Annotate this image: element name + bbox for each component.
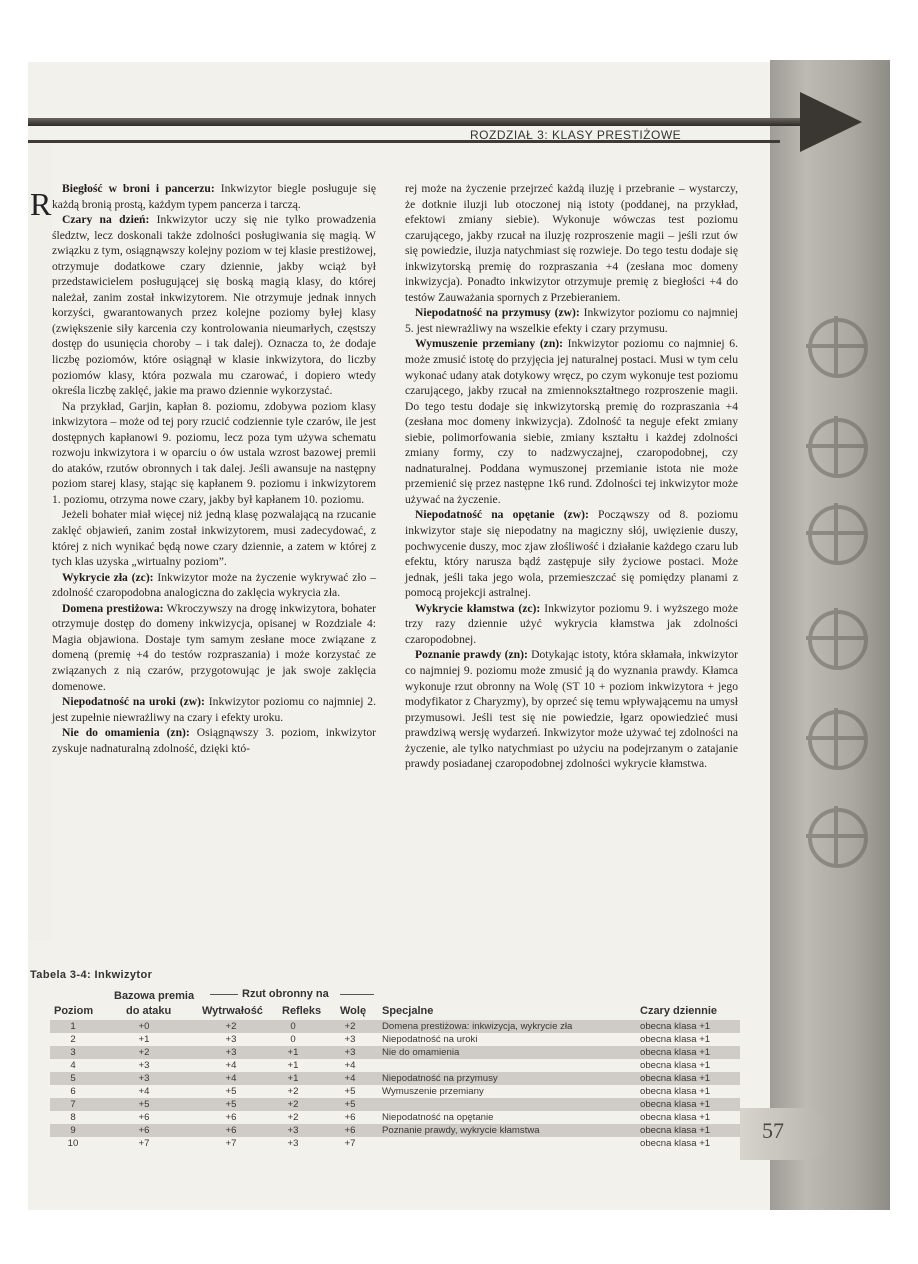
paragraph bbox=[52, 570, 376, 601]
paragraph-title: Niepodatność na uroki (zw): bbox=[62, 695, 205, 709]
cell-bab: +4 bbox=[138, 1086, 150, 1097]
cell-spells: obecna klasa +1 bbox=[640, 1034, 711, 1045]
cell-level: 10 bbox=[67, 1138, 79, 1149]
table-row bbox=[50, 1124, 740, 1137]
table-body bbox=[50, 1020, 740, 1150]
cell-bab: +2 bbox=[138, 1047, 150, 1058]
cell-fort: +3 bbox=[225, 1034, 237, 1045]
left-text-column bbox=[52, 181, 376, 756]
cell-spells: obecna klasa +1 bbox=[640, 1073, 711, 1084]
cell-will: +6 bbox=[344, 1112, 356, 1123]
cell-fort: +5 bbox=[225, 1099, 237, 1110]
cell-ref: +3 bbox=[287, 1125, 299, 1136]
table-row bbox=[50, 1137, 740, 1150]
cell-ref: +2 bbox=[287, 1086, 299, 1097]
header-arrow-bar bbox=[28, 118, 828, 126]
cell-fort: +6 bbox=[225, 1112, 237, 1123]
cell-ref: 0 bbox=[290, 1021, 296, 1032]
cell-spells: obecna klasa +1 bbox=[640, 1086, 711, 1097]
cell-spells: obecna klasa +1 bbox=[640, 1099, 711, 1110]
paragraph bbox=[52, 694, 376, 725]
paragraph bbox=[52, 399, 376, 508]
cell-bab: +7 bbox=[138, 1138, 150, 1149]
cell-level: 2 bbox=[70, 1034, 76, 1045]
cell-spells: obecna klasa +1 bbox=[640, 1138, 711, 1149]
paragraph-title: Niepodatność na opętanie (zw): bbox=[415, 508, 589, 522]
header-bab-top: Bazowa premia bbox=[114, 990, 195, 1002]
cell-will: +3 bbox=[344, 1034, 356, 1045]
cell-ref: +3 bbox=[287, 1138, 299, 1149]
cell-spells: obecna klasa +1 bbox=[640, 1047, 711, 1058]
paragraph-text: Począwszy od 8. poziomu inkwizytor staje się niepodatny na magiczny słój, uwięzienie duszy, pochwycenie duszy, moc zjaw złośliwość i działanie każdego czaru lub efektu, który narusza bądź zastępuje siły życiowe postaci. Może jednak, jeśli taka jego wola, przemieszczać się pomiędzy planami z pomocą projekcji astralnej. bbox=[405, 508, 738, 600]
paragraph-text: Inkwizytor poziomu co najmniej 2. jest zupełnie niewrażliwy na czary i efekty uroku. bbox=[52, 695, 376, 724]
cell-special: Domena prestiżowa: inkwizycja, wykrycie zła bbox=[382, 1021, 573, 1032]
cell-ref: +1 bbox=[287, 1047, 299, 1058]
paragraph bbox=[405, 305, 738, 336]
paragraph-title: Biegłość w broni i pancerzu: bbox=[62, 182, 215, 195]
cell-level: 4 bbox=[70, 1060, 76, 1071]
paragraph bbox=[405, 507, 738, 600]
paragraph-text: Jeżeli bohater miał więcej niż jedną klasę pozwalającą na rzucanie zaklęć objawień, zanim został inkwizytorem, musi zadecydować, z której z nich wynikać będą nowe czary dziennie, a zatem w której z tych klas uzyska „wirtualny poziom”. bbox=[52, 508, 376, 569]
paragraph bbox=[52, 507, 376, 569]
header-ref: Refleks bbox=[282, 1005, 322, 1017]
table-row bbox=[50, 1046, 740, 1059]
cell-fort: +4 bbox=[225, 1060, 237, 1071]
table-row bbox=[50, 1098, 740, 1111]
saves-rule-left bbox=[210, 994, 238, 995]
cell-ref: +1 bbox=[287, 1060, 299, 1071]
saves-rule-right bbox=[340, 994, 374, 995]
cell-ref: +2 bbox=[287, 1099, 299, 1110]
table-header bbox=[50, 988, 740, 1020]
cell-fort: +2 bbox=[225, 1021, 237, 1032]
cell-level: 7 bbox=[70, 1099, 76, 1110]
cell-fort: +6 bbox=[225, 1125, 237, 1136]
paragraph bbox=[405, 601, 738, 648]
chapter-header: ROZDZIAŁ 3: KLASY PRESTIŻOWE bbox=[470, 128, 682, 142]
cell-will: +7 bbox=[344, 1138, 356, 1149]
cell-will: +5 bbox=[344, 1099, 356, 1110]
ornament-icon bbox=[808, 418, 868, 478]
cell-special: Niepodatność na uroki bbox=[382, 1034, 478, 1045]
ornament-icon bbox=[808, 710, 868, 770]
cell-ref: +2 bbox=[287, 1112, 299, 1123]
header-special: Specjalne bbox=[382, 1005, 434, 1017]
paragraph-text: rej może na życzenie przejrzeć każdą iluzję i przebranie – wystarczy, że dotknie iluzji lub otoczonej nią istoty (poddanej, na przykład, efektowi zmiany siebie). Wykonuje wówczas test poziomu czarującego, jakby rzucał na iluzję rozproszenie magii – jeśli rzut ów się powiedzie, iluzja natychmiast się rozwieje. Do tego testu dodaje się inkwizytorską premię do rozpraszania +4 (zesłana moc domeny inkwizycja). Ponadto inkwizytor otrzymuje premię z biegłości +4 do testów Zauważania spornych z Przebieraniem. bbox=[405, 182, 738, 304]
paragraph-text: Inkwizytor może na życzenie wykrywać zło – zdolność czaropodobna analogiczna do zaklęcia wykrycia zła. bbox=[52, 570, 376, 600]
table-row bbox=[50, 1020, 740, 1033]
paragraph-text: Wkroczywszy na drogę inkwizytora, bohater otrzymuje dostęp do domeny inkwizycja, opisanej w Rozdziale 4: Magia objawiona. Dostaje tym samym zesłane moce związane z domeną (premię +4 do testów rozpraszania) i może korzystać ze związanych z nią czarów, przygotowując je jak swoje zaklęcia domenowe. bbox=[52, 601, 376, 693]
cell-spells: obecna klasa +1 bbox=[640, 1060, 711, 1071]
paragraph-title: Wymuszenie przemiany (zn): bbox=[415, 337, 563, 351]
paragraph bbox=[52, 601, 376, 694]
cell-ref: +1 bbox=[287, 1073, 299, 1084]
table-title: Tabela 3-4: Inkwizytor bbox=[30, 969, 153, 981]
cell-level: 9 bbox=[70, 1125, 76, 1136]
paragraph-text: Dotykając istoty, która skłamała, inkwizytor co najmniej 9. poziomu może zmusić ją do wyznania prawdy. Kłamca wykonuje rzut obronny na Wolę (ST 10 + poziom inkwizytora + jego modyfikator z Charyzmy), by oprzeć się temu wpływającemu na umysł przymusowi. Jeśli test się nie powiedzie, łgarz opowiedzieć musi prawdziwą wersję wydarzeń. Inkwizytor może używać tej zdolności na życzenie, ale tylko natychmiast po użyciu na podejrzanym o zatajanie prawdy posiadanej czaropodobnej zdolności wykrycie kłamstwa. bbox=[405, 648, 738, 771]
paragraph-title: Nie do omamienia (zn): bbox=[62, 726, 190, 740]
cell-will: +3 bbox=[344, 1047, 356, 1058]
cell-fort: +3 bbox=[225, 1047, 237, 1058]
paragraph-title: Wykrycie kłamstwa (zc): bbox=[415, 601, 541, 615]
paragraph bbox=[405, 647, 738, 771]
cell-fort: +7 bbox=[225, 1138, 237, 1149]
paragraph-title: Domena prestiżowa: bbox=[62, 601, 164, 615]
ornament-icon bbox=[808, 808, 868, 868]
facing-page-edge bbox=[28, 140, 52, 940]
cell-will: +6 bbox=[344, 1125, 356, 1136]
paragraph bbox=[405, 181, 738, 305]
header-fort: Wytrwałość bbox=[202, 1005, 263, 1017]
drop-cap: R bbox=[30, 186, 52, 222]
paragraph-text: Inkwizytor poziomu 9. i wyższego może trzy razy dziennie użyć wykrycia kłamstwa jak zdolności czaropodobnej. bbox=[405, 601, 739, 646]
paragraph bbox=[52, 181, 376, 212]
paragraph bbox=[52, 212, 376, 399]
cell-will: +5 bbox=[344, 1086, 356, 1097]
cell-special: Niepodatność na przymusy bbox=[382, 1073, 498, 1084]
cell-bab: +1 bbox=[138, 1034, 150, 1045]
cell-ref: 0 bbox=[290, 1034, 296, 1045]
cell-bab: +5 bbox=[138, 1099, 150, 1110]
header-bab-bottom: do ataku bbox=[126, 1005, 172, 1017]
paragraph bbox=[405, 336, 738, 507]
arrow-icon bbox=[800, 92, 862, 152]
table-row bbox=[50, 1059, 740, 1072]
table-row bbox=[50, 1072, 740, 1085]
cell-will: +4 bbox=[344, 1060, 356, 1071]
cell-will: +2 bbox=[344, 1021, 356, 1032]
cell-special: Nie do omamienia bbox=[382, 1047, 460, 1058]
header-spells: Czary dziennie bbox=[640, 1005, 718, 1017]
paragraph-text: Inkwizytor poziomu co najmniej 5. jest niewrażliwy na wszelkie efekty i czary przymusu. bbox=[405, 306, 738, 335]
cell-bab: +3 bbox=[138, 1060, 150, 1071]
cell-bab: +6 bbox=[138, 1125, 150, 1136]
header-will: Wolę bbox=[340, 1005, 367, 1017]
paragraph-text: Inkwizytor uczy się nie tylko prowadzenia śledztw, lecz doskonali także zdolności posługiwania się magią. W związku z tym, osiągnąwszy kolejny poziom w tej klasie prestiżowej, otrzymuje dodatkowe czary dziennie, jakby wciąż był przedstawicielem posługującej się boską magią klasy, do której należał, zanim został inkwizytorem. Nie otrzymuje jednak innych korzyści, gwarantowanych przez kolejne poziomy byłej klasy (zwiększenie siły karcenia czy kontrolowania nieumarłych, częstszy dostęp do usunięcia choroby – i tak dalej). Oznacza to, że dodaje liczbę poziomów, które osiągnął w klasie inkwizytora, do liczby poziomów klasy, która pozwala mu czarować, i dopiero wtedy określa liczbę zaklęć, jakie ma prawo dziennie wykorzystać. bbox=[52, 213, 376, 398]
paragraph-text: Osiągnąwszy 3. poziom, inkwizytor zyskuje nadnaturalną zdolność, dzięki któ- bbox=[52, 726, 376, 755]
cell-spells: obecna klasa +1 bbox=[640, 1112, 711, 1123]
paragraph-title: Poznanie prawdy (zn): bbox=[415, 648, 528, 662]
ornament-icon bbox=[808, 318, 868, 378]
cell-level: 8 bbox=[70, 1112, 76, 1123]
cell-special: Wymuszenie przemiany bbox=[382, 1086, 484, 1097]
cell-spells: obecna klasa +1 bbox=[640, 1021, 711, 1032]
cell-bab: +6 bbox=[138, 1112, 150, 1123]
paragraph-title: Niepodatność na przymusy (zw): bbox=[415, 306, 580, 320]
cell-special: Poznanie prawdy, wykrycie kłamstwa bbox=[382, 1125, 540, 1136]
cell-bab: +0 bbox=[138, 1021, 150, 1032]
cell-special: Niepodatność na opętanie bbox=[382, 1112, 494, 1123]
cell-fort: +4 bbox=[225, 1073, 237, 1084]
cell-level: 3 bbox=[70, 1047, 76, 1058]
paragraph-text: Na przykład, Garjin, kapłan 8. poziomu, zdobywa poziom klasy inkwizytora – może od tej pory rzucić codziennie tyle czarów, ile jest dostępnych kapłanowi 9. poziomu, lecz poza tym używa schematu rozwoju inkwizytora i w oparciu o ów ustala wzrost bazowej premii do ataków, rzutów obronnych i tak dalej. Jeśli awansuje na następny poziom starej klasy, stając się kapłanem 9. poziomu i inkwizytorem 1. poziomu, otrzyma nowe czary, jakby był kapłanem 10. poziomu. bbox=[52, 399, 376, 506]
paragraph bbox=[52, 725, 376, 756]
paragraph-title: Wykrycie zła (zc): bbox=[62, 570, 154, 584]
cell-fort: +5 bbox=[225, 1086, 237, 1097]
cell-level: 5 bbox=[70, 1073, 76, 1084]
paragraph-text: Inkwizytor poziomu co najmniej 6. może zmusić istotę do przyjęcia jej naturalnej postaci. Musi w tym celu wykonać udany atak dotykowy wręcz, po czym wykonuje test poziomu czarującego, jakby rzucał na zmiennokształtnego rozproszenie magii. Do tego testu dodaje się inkwizytorską premię do rozpraszania +4 (zesłana moc domeny inkwizycja). Zdolność ta neguje efekt zmiany siebie, polimorfowania siebie, zmiany kształtu i każdej zdolności zmiany formy, czy to nadzwyczajnej, czaropodobnej, czy nadnaturalnej. Poddana wymuszonej przemianie istota nie może przemienić się przez następne 1k6 rund. Zdolności tej inkwizytor może używać na życzenie. bbox=[405, 337, 738, 506]
right-text-column bbox=[405, 181, 738, 772]
paragraph-text: Inkwizytor biegle posługuje się każdą bronią prostą, każdym typem pancerza i tarczą. bbox=[52, 182, 376, 211]
paragraph-title: Czary na dzień: bbox=[62, 213, 150, 227]
page-number: 57 bbox=[762, 1118, 784, 1143]
cell-will: +4 bbox=[344, 1073, 356, 1084]
cell-spells: obecna klasa +1 bbox=[640, 1125, 711, 1136]
inquisitor-table bbox=[50, 988, 740, 1150]
ornament-icon bbox=[808, 610, 868, 670]
table-row bbox=[50, 1085, 740, 1098]
cell-level: 6 bbox=[70, 1086, 76, 1097]
cell-bab: +3 bbox=[138, 1073, 150, 1084]
table-row bbox=[50, 1111, 740, 1124]
header-level: Poziom bbox=[54, 1005, 94, 1017]
ornament-icon bbox=[808, 505, 868, 565]
header-saves-group: Rzut obronny na bbox=[242, 988, 329, 1000]
page-number-tab bbox=[740, 1108, 830, 1160]
cell-level: 1 bbox=[70, 1021, 76, 1032]
table-row bbox=[50, 1033, 740, 1046]
